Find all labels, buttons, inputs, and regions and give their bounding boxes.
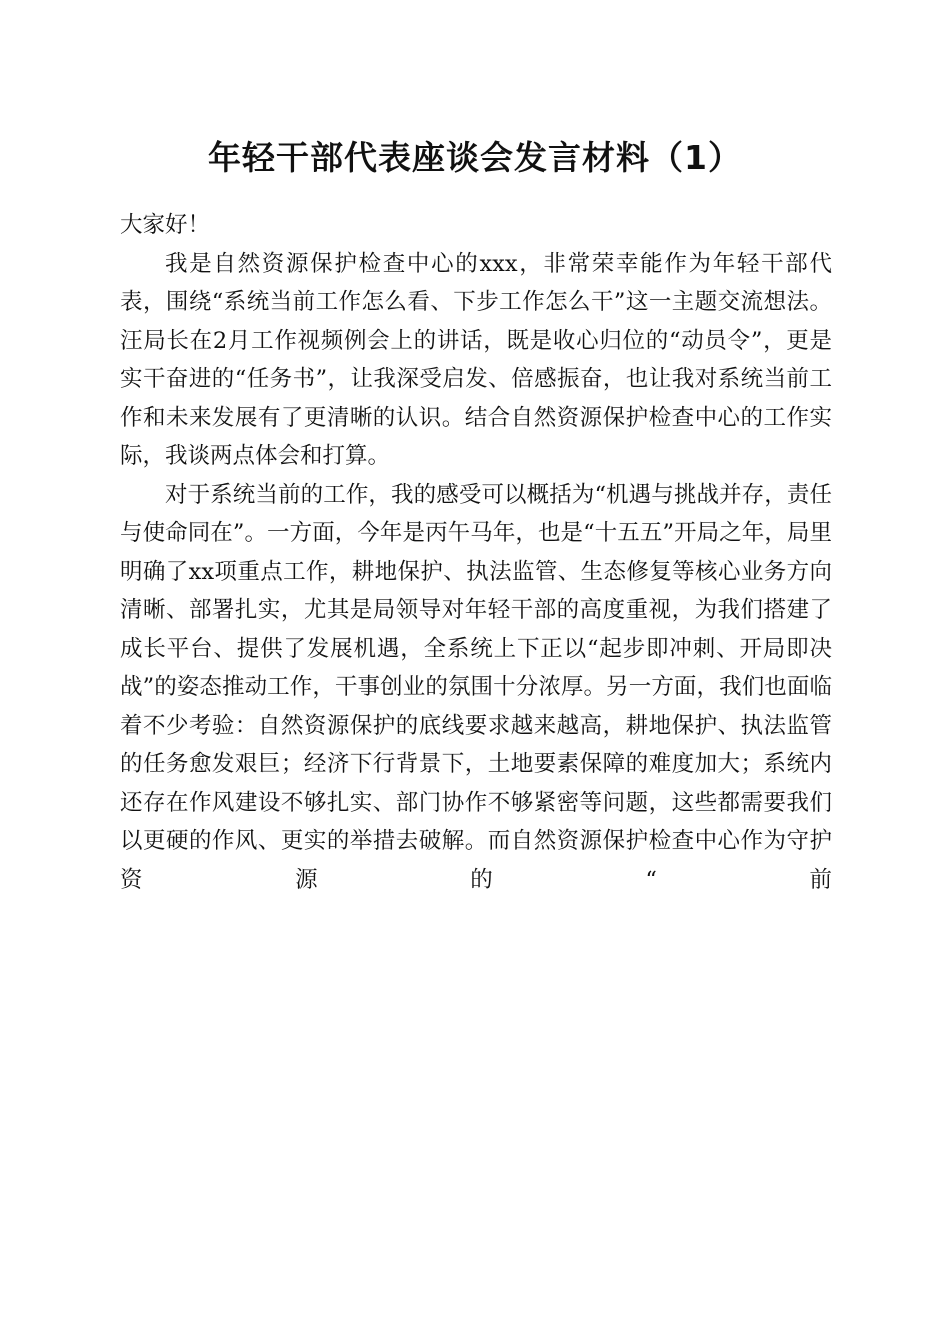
document-title: 年轻干部代表座谈会发言材料（1） [208,138,742,177]
paragraph-current-work: 对于系统当前的工作，我的感受可以概括为“机遇与挑战并存，责任与使命同在”。一方面，今年是丙午马年，也是“十五五”开局之年，局里明确了xx项重点工作，耕地保护、执法监管、生态修复等核心业务方向清晰、部署扎实，尤其是局领导对年轻干部的高度重视，为我们搭建了成长平台、提供了发展机遇，全系统上下正以“起步即冲刺、开局即决战”的姿态推动工作，干事创业的氛围十分浓厚。另一方面，我们也面临着不少考验：自然资源保护的底线要求越来越高，耕地保护、执法监管的任务愈发艰巨；经济下行背景下，土地要素保障的难度加大；系统内还存在作风建设不够扎实、部门协作不够紧密等问题，这些都需要我们以更硬的作风、更实的举措去破解。而自然资源保护检查中心作为守护资源的“前 [120,481,832,893]
greeting: 大家好！ [120,212,211,238]
document-body [120,206,832,899]
paragraph-intro: 我是自然资源保护检查中心的xxx，非常荣幸能作为年轻干部代表，围绕“系统当前工作怎么看、下步工作怎么干”这一主题交流想法。汪局长在2月工作视频例会上的讲话，既是收心归位的“动员令”，更是实干奋进的“任务书”，让我深受启发、倍感振奋，也让我对系统当前工作和未来发展有了更清晰的认识。结合自然资源保护检查中心的工作实际，我谈两点体会和打算。 [120,250,832,469]
